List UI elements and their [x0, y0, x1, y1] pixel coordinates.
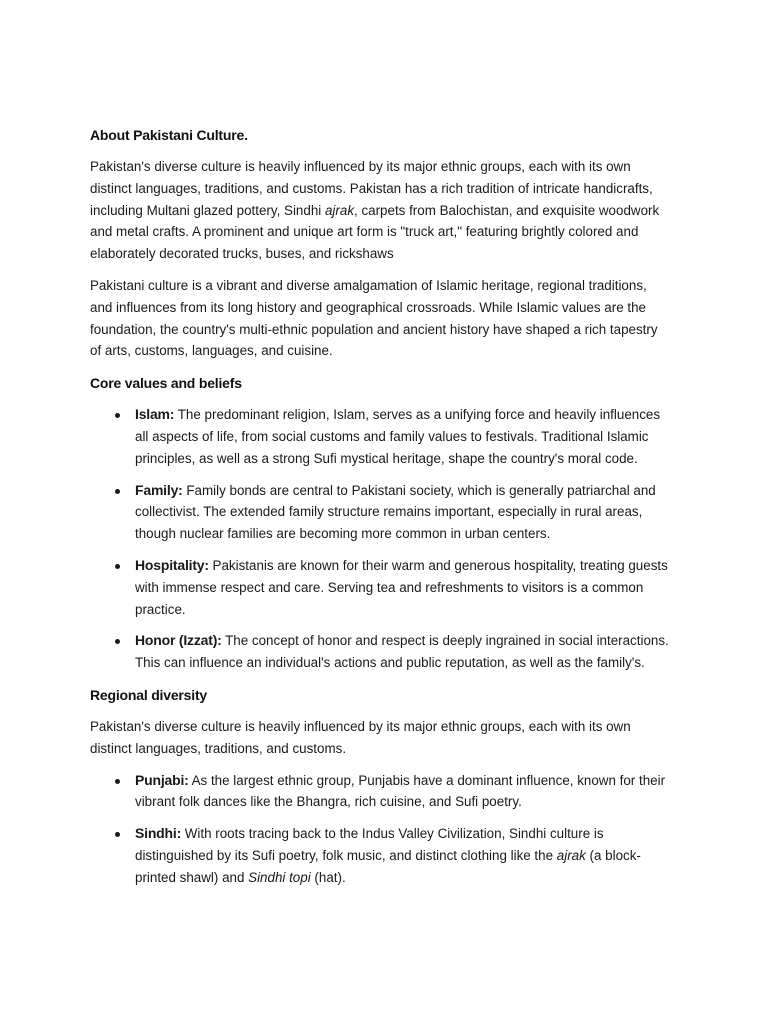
intro-text-a: Pakistan's diverse culture is heavily influenced by its major ethnic groups, each with its own distinct languages, traditions, and customs. Pakistan has a rich tradition of intricate handicrafts, including Multani glazed pottery, Sindhi — [90, 159, 653, 218]
desc-hospitality: Pakistanis are known for their warm and generous hospitality, treating guests with immense respect and care. Serving tea and refreshments to visitors is a common practice. — [135, 557, 668, 617]
regional-intro-paragraph: Pakistan's diverse culture is heavily influenced by its major ethnic groups, each with its own distinct languages, traditions, and customs. — [90, 718, 631, 756]
regional-list — [90, 770, 672, 889]
intro-paragraph-2: Pakistani culture is a vibrant and diverse amalgamation of Islamic heritage, regional traditions, and influences from its long history and geographical crossroads. While Islamic values are the foundation, the country's multi-ethnic population and ancient history have shaped a rich tapestry of arts, customs, languages, and cuisine. — [90, 277, 658, 359]
desc-sindhi-b: (a block-printed shawl) and — [135, 847, 641, 885]
term-hospitality: Hospitality: — [135, 556, 209, 573]
core-values-heading: Core values and beliefs — [90, 375, 242, 392]
desc-sindhi-a: With roots tracing back to the Indus Valley Civilization, Sindhi culture is distinguished by its Sufi poetry, folk music, and distinct clothing like the — [135, 826, 604, 863]
core-values-list — [90, 404, 672, 674]
list-item-honor — [135, 630, 672, 674]
desc-honor: The concept of honor and respect is deeply ingrained in social interactions. This can influence an individual's actions and public reputation, as well as the family's. — [135, 633, 669, 671]
term-family: Family: — [135, 481, 183, 498]
intro-italic-ajrak: ajrak — [324, 202, 355, 218]
list-item-hospitality — [135, 555, 672, 620]
regional-diversity-heading: Regional diversity — [90, 686, 207, 703]
document-title: About Pakistani Culture. — [90, 127, 248, 143]
desc-sindhi-c: (hat). — [310, 869, 346, 885]
term-sindhi: Sindhi: — [135, 825, 182, 842]
list-item-sindhi — [135, 823, 672, 888]
desc-family: Family bonds are central to Pakistani society, which is generally patriarchal and collectivist. The extended family structure remains important, especially in rural areas, though nuclear families are becoming more common in urban centers. — [135, 482, 656, 542]
sindhi-italic-topi: Sindhi topi — [248, 869, 311, 885]
list-item-punjabi — [135, 770, 672, 814]
term-islam: Islam: — [135, 406, 175, 423]
desc-islam: The predominant religion, Islam, serves as a unifying force and heavily influences all aspects of life, from social customs and family values to festivals. Traditional Islamic principles, as well as a strong Sufi mystical heritage, shape the country's moral code. — [135, 407, 661, 466]
sindhi-italic-ajrak: ajrak — [556, 847, 586, 863]
list-item-family — [135, 480, 672, 545]
term-honor: Honor (Izzat): — [135, 632, 222, 649]
list-item-islam — [135, 404, 672, 469]
term-punjabi: Punjabi: — [135, 771, 189, 788]
desc-punjabi: As the largest ethnic group, Punjabis have a dominant influence, known for their vibrant folk dances like the Bhangra, rich cuisine, and Sufi poetry. — [135, 772, 666, 810]
intro-text-b: , carpets from Balochistan, and exquisite woodwork and metal crafts. A prominent and unique art form is "truck art," featuring brightly colored and elaborately decorated trucks, buses, and rickshaws — [90, 202, 660, 262]
intro-paragraph-1 — [90, 156, 672, 265]
